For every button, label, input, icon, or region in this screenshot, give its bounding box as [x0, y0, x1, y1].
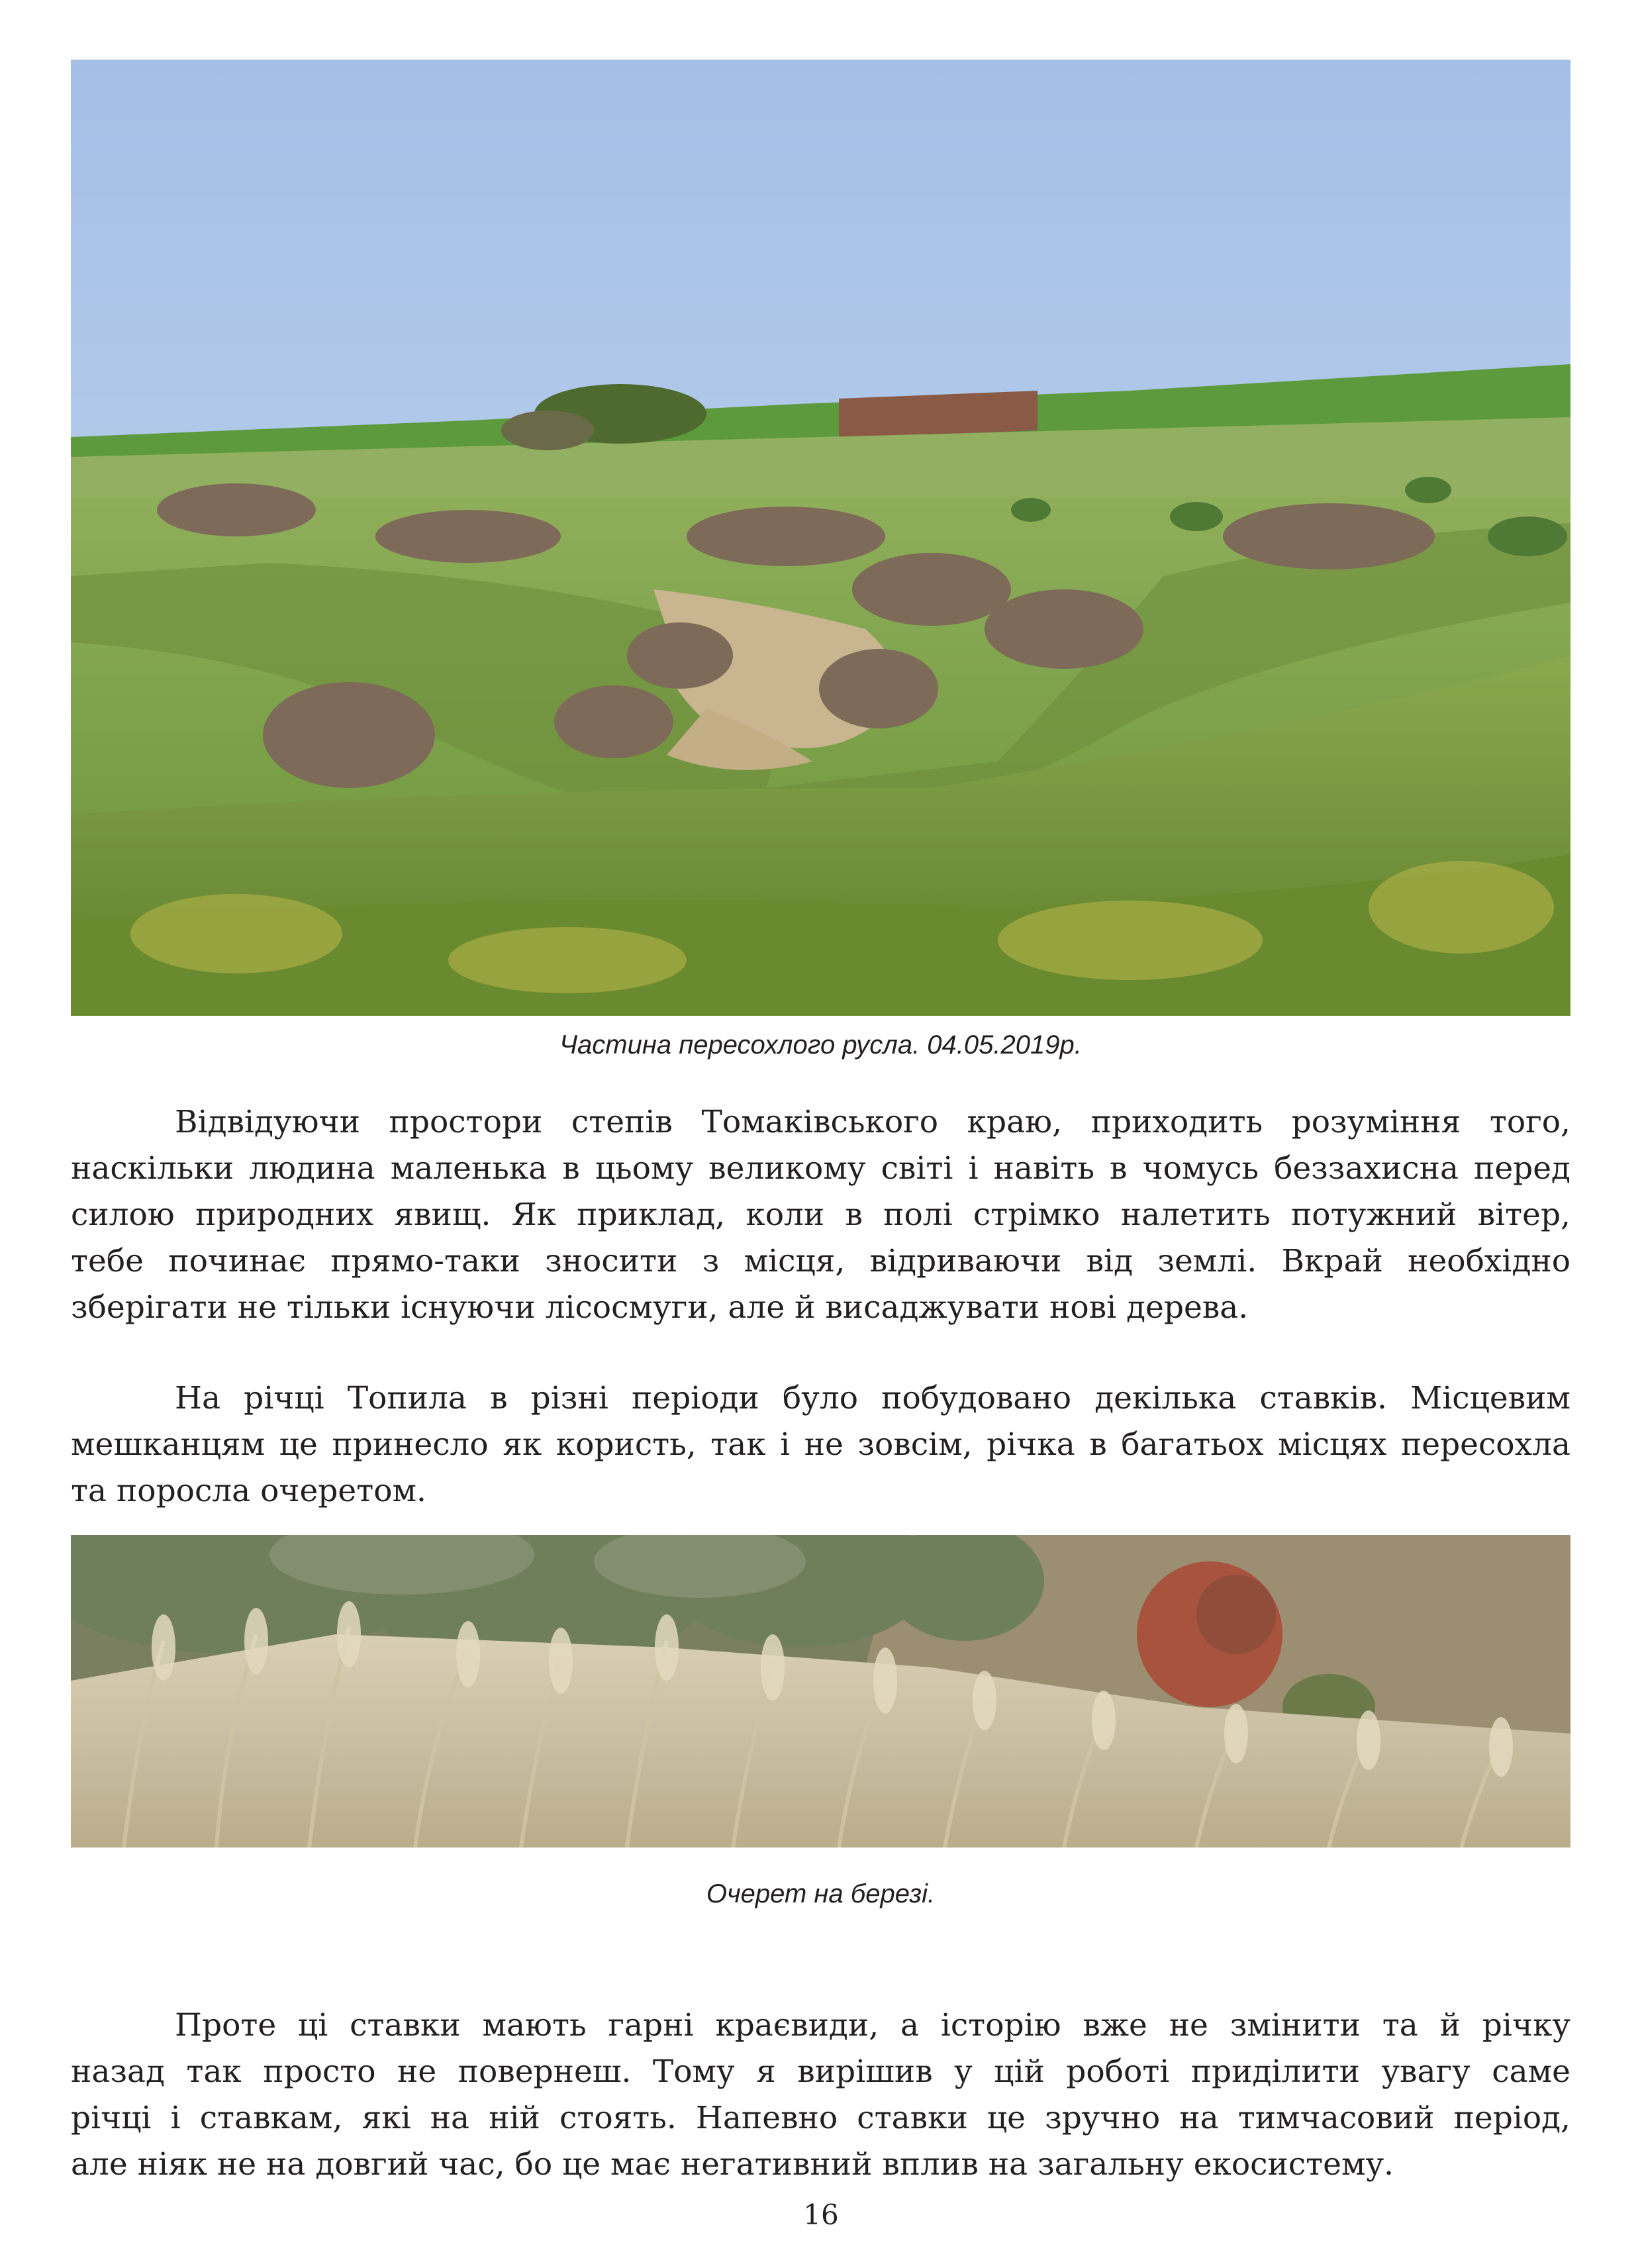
text-line: силою природних явищ. Як приклад, коли в полі стрімко налетить потужний вітер, [71, 1197, 1570, 1233]
page-number: 16 [803, 2198, 839, 2231]
paragraph-ponds [71, 1375, 1570, 1514]
text-line: Проте ці ставки мають гарні краєвиди, а історію вже не змінити та й річку [175, 2007, 1570, 2044]
text-line: але ніяк не на довгий час, бо це має негативний вплив на загальну екосистему. [71, 2146, 1394, 2183]
text-line: На річці Топила в різні періоди було побудовано декілька ставків. Місцевим [175, 1380, 1570, 1416]
photo-dry-riverbed [71, 60, 1570, 1016]
text-line: мешканцям це принесло як користь, так і не зовсім, річка в багатьох місцях пересохла [71, 1426, 1570, 1463]
text-line: тебе починає прямо-таки зносити з місця, відриваючи від землі. Вкрай необхідно [71, 1243, 1570, 1279]
text-line: Відвідуючи простори степів Томаківського краю, приходить розуміння того, [175, 1104, 1570, 1140]
text-line: річці і ставкам, які на ній стоять. Напевно ставки це зручно на тимчасовий період, [71, 2100, 1570, 2136]
reeds-image [71, 1535, 1570, 1848]
paragraph-steppe [71, 1099, 1570, 1331]
photo-caption: Частина пересохлого русла. 04.05.2019р. [559, 1030, 1082, 1060]
photo-caption: Очерет на березі. [706, 1879, 936, 1908]
text-line: та поросла очеретом. [71, 1473, 426, 1509]
paragraph-conclusion [71, 2002, 1570, 2188]
landscape-image [71, 60, 1570, 1016]
text-line: наскільки людина маленька в цьому великому світі і навіть в чомусь беззахисна перед [71, 1150, 1570, 1187]
photo-reeds [71, 1535, 1570, 1848]
text-line: зберігати не тільки існуючи лісосмуги, але й висаджувати нові дерева. [71, 1289, 1249, 1326]
text-line: назад так просто не повернеш. Тому я вирішив у цій роботі приділити увагу саме [71, 2053, 1570, 2090]
